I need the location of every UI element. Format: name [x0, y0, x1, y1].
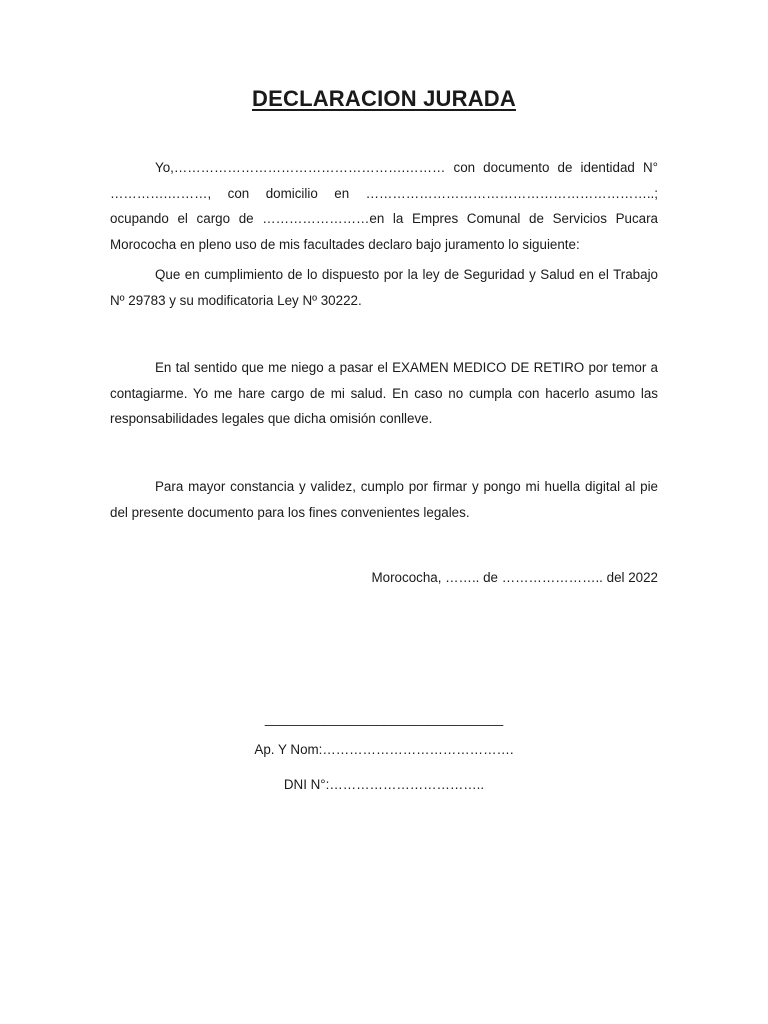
signature-line: ________________________________	[264, 711, 504, 726]
date-line: Morococha, …….. de ………………….. del 2022	[371, 570, 658, 585]
paragraph-refusal	[110, 355, 658, 432]
paragraph-refusal-text: En tal sentido que me niego a pasar el EXAMEN MEDICO DE RETIRO por temor a contagiarme. Yo me hare cargo de mi salud. En caso no cumpla con hacerlo asumo las responsabilidades legales que dicha omisión conlleve.	[110, 360, 658, 426]
paragraph-closing	[110, 474, 658, 525]
paragraph-law-text: Que en cumplimiento de lo dispuesto por la ley de Seguridad y Salud en el Trabajo Nº 29783 y su modificatoria Ley Nº 30222.	[110, 267, 658, 308]
paragraph-identity	[110, 155, 658, 257]
signature-name-field: Ap. Y Nom:…………………………………….	[254, 742, 514, 757]
paragraph-closing-text: Para mayor constancia y validez, cumplo por firmar y pongo mi huella digital al pie del presente documento para los fines convenientes legales.	[110, 479, 658, 520]
document-title	[0, 86, 768, 112]
signature-dni-field: DNI N°:……………………………..	[283, 777, 485, 792]
paragraph-identity-text: Yo,…………………………………………….……… con documento de identidad N° ………….………, con domicilio en ………………………………………………………..; ocupando el cargo de ……………………en la Empres Comunal de Servicios Pucara Morococha en pleno uso de mis facultades declaro bajo juramento lo siguiente:	[110, 160, 658, 252]
document-title-text: DECLARACION JURADA	[252, 86, 516, 111]
paragraph-law	[110, 262, 658, 313]
